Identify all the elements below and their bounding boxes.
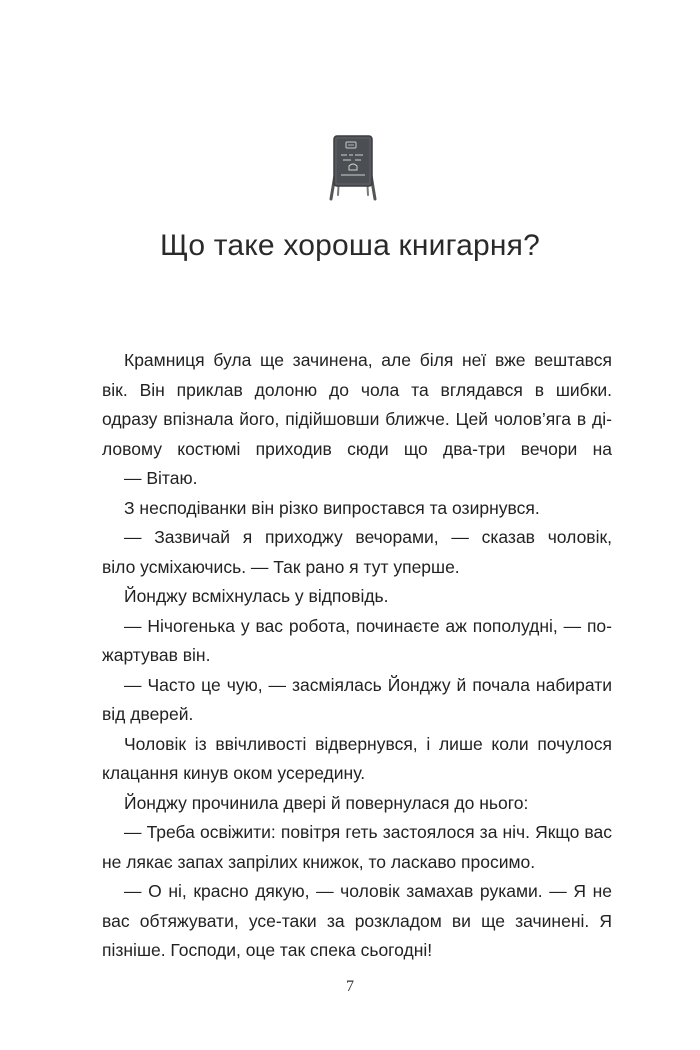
text-line: Чоловік із ввічливості відвернувся, і лише коли почулося bbox=[124, 733, 612, 754]
page-number: 7 bbox=[346, 978, 354, 995]
sidewalk-sign-board-icon bbox=[329, 135, 377, 201]
chapter-title: Що таке хороша книгарня? bbox=[160, 229, 540, 262]
text-line: вас обтяжувати, усе-таки за розкладом ви ще зачинені. Я bbox=[102, 910, 612, 931]
text-line: ловому костюмі приходив сюди що два-три вечори на bbox=[102, 438, 612, 459]
text-line: — Часто це чую, — засміялась Йонджу й почала набирати bbox=[124, 674, 612, 695]
text-line: одразу впізнала його, підійшовши ближче. Цей чолов’яга в ді- bbox=[102, 409, 612, 429]
text-line: жартував він. bbox=[102, 645, 211, 665]
text-line: Йонджу всміхнулась у відповідь. bbox=[124, 586, 389, 606]
text-line: — Вітаю. bbox=[124, 468, 198, 488]
text-line: віло усміхаючись. — Так рано я тут уперше. bbox=[102, 556, 460, 577]
text-line: — Зазвичай я приходжу вечорами, — сказав чоловік, bbox=[124, 527, 612, 547]
text-line: З несподіванки він різко випростався та озирнувся. bbox=[124, 497, 540, 518]
text-line: пізніше. Господи, оце так спека сьогодні! bbox=[102, 940, 433, 960]
text-line: вік. Він приклав долоню до чола та вглядався в шибки. bbox=[102, 379, 612, 400]
text-line: — О ні, красно дякую, — чоловік замахав руками. — Я не bbox=[124, 881, 612, 901]
chapter-body-text bbox=[102, 346, 612, 966]
text-line: клацання кинув оком усередину. bbox=[102, 763, 366, 783]
text-line: Йонджу прочинила двері й повернулася до нього: bbox=[124, 792, 529, 813]
text-line: не лякає запах запрілих книжок, то ласкаво просимо. bbox=[102, 851, 536, 872]
text-line: Крамниця була ще зачинена, але біля неї вже вештався bbox=[124, 350, 612, 370]
text-line: — Треба освіжити: повітря геть застоялося за ніч. Якщо вас bbox=[124, 822, 612, 842]
text-line: — Нічогенька у вас робота, починаєте аж пополудні, — по- bbox=[124, 615, 612, 636]
text-line: від дверей. bbox=[102, 704, 194, 724]
